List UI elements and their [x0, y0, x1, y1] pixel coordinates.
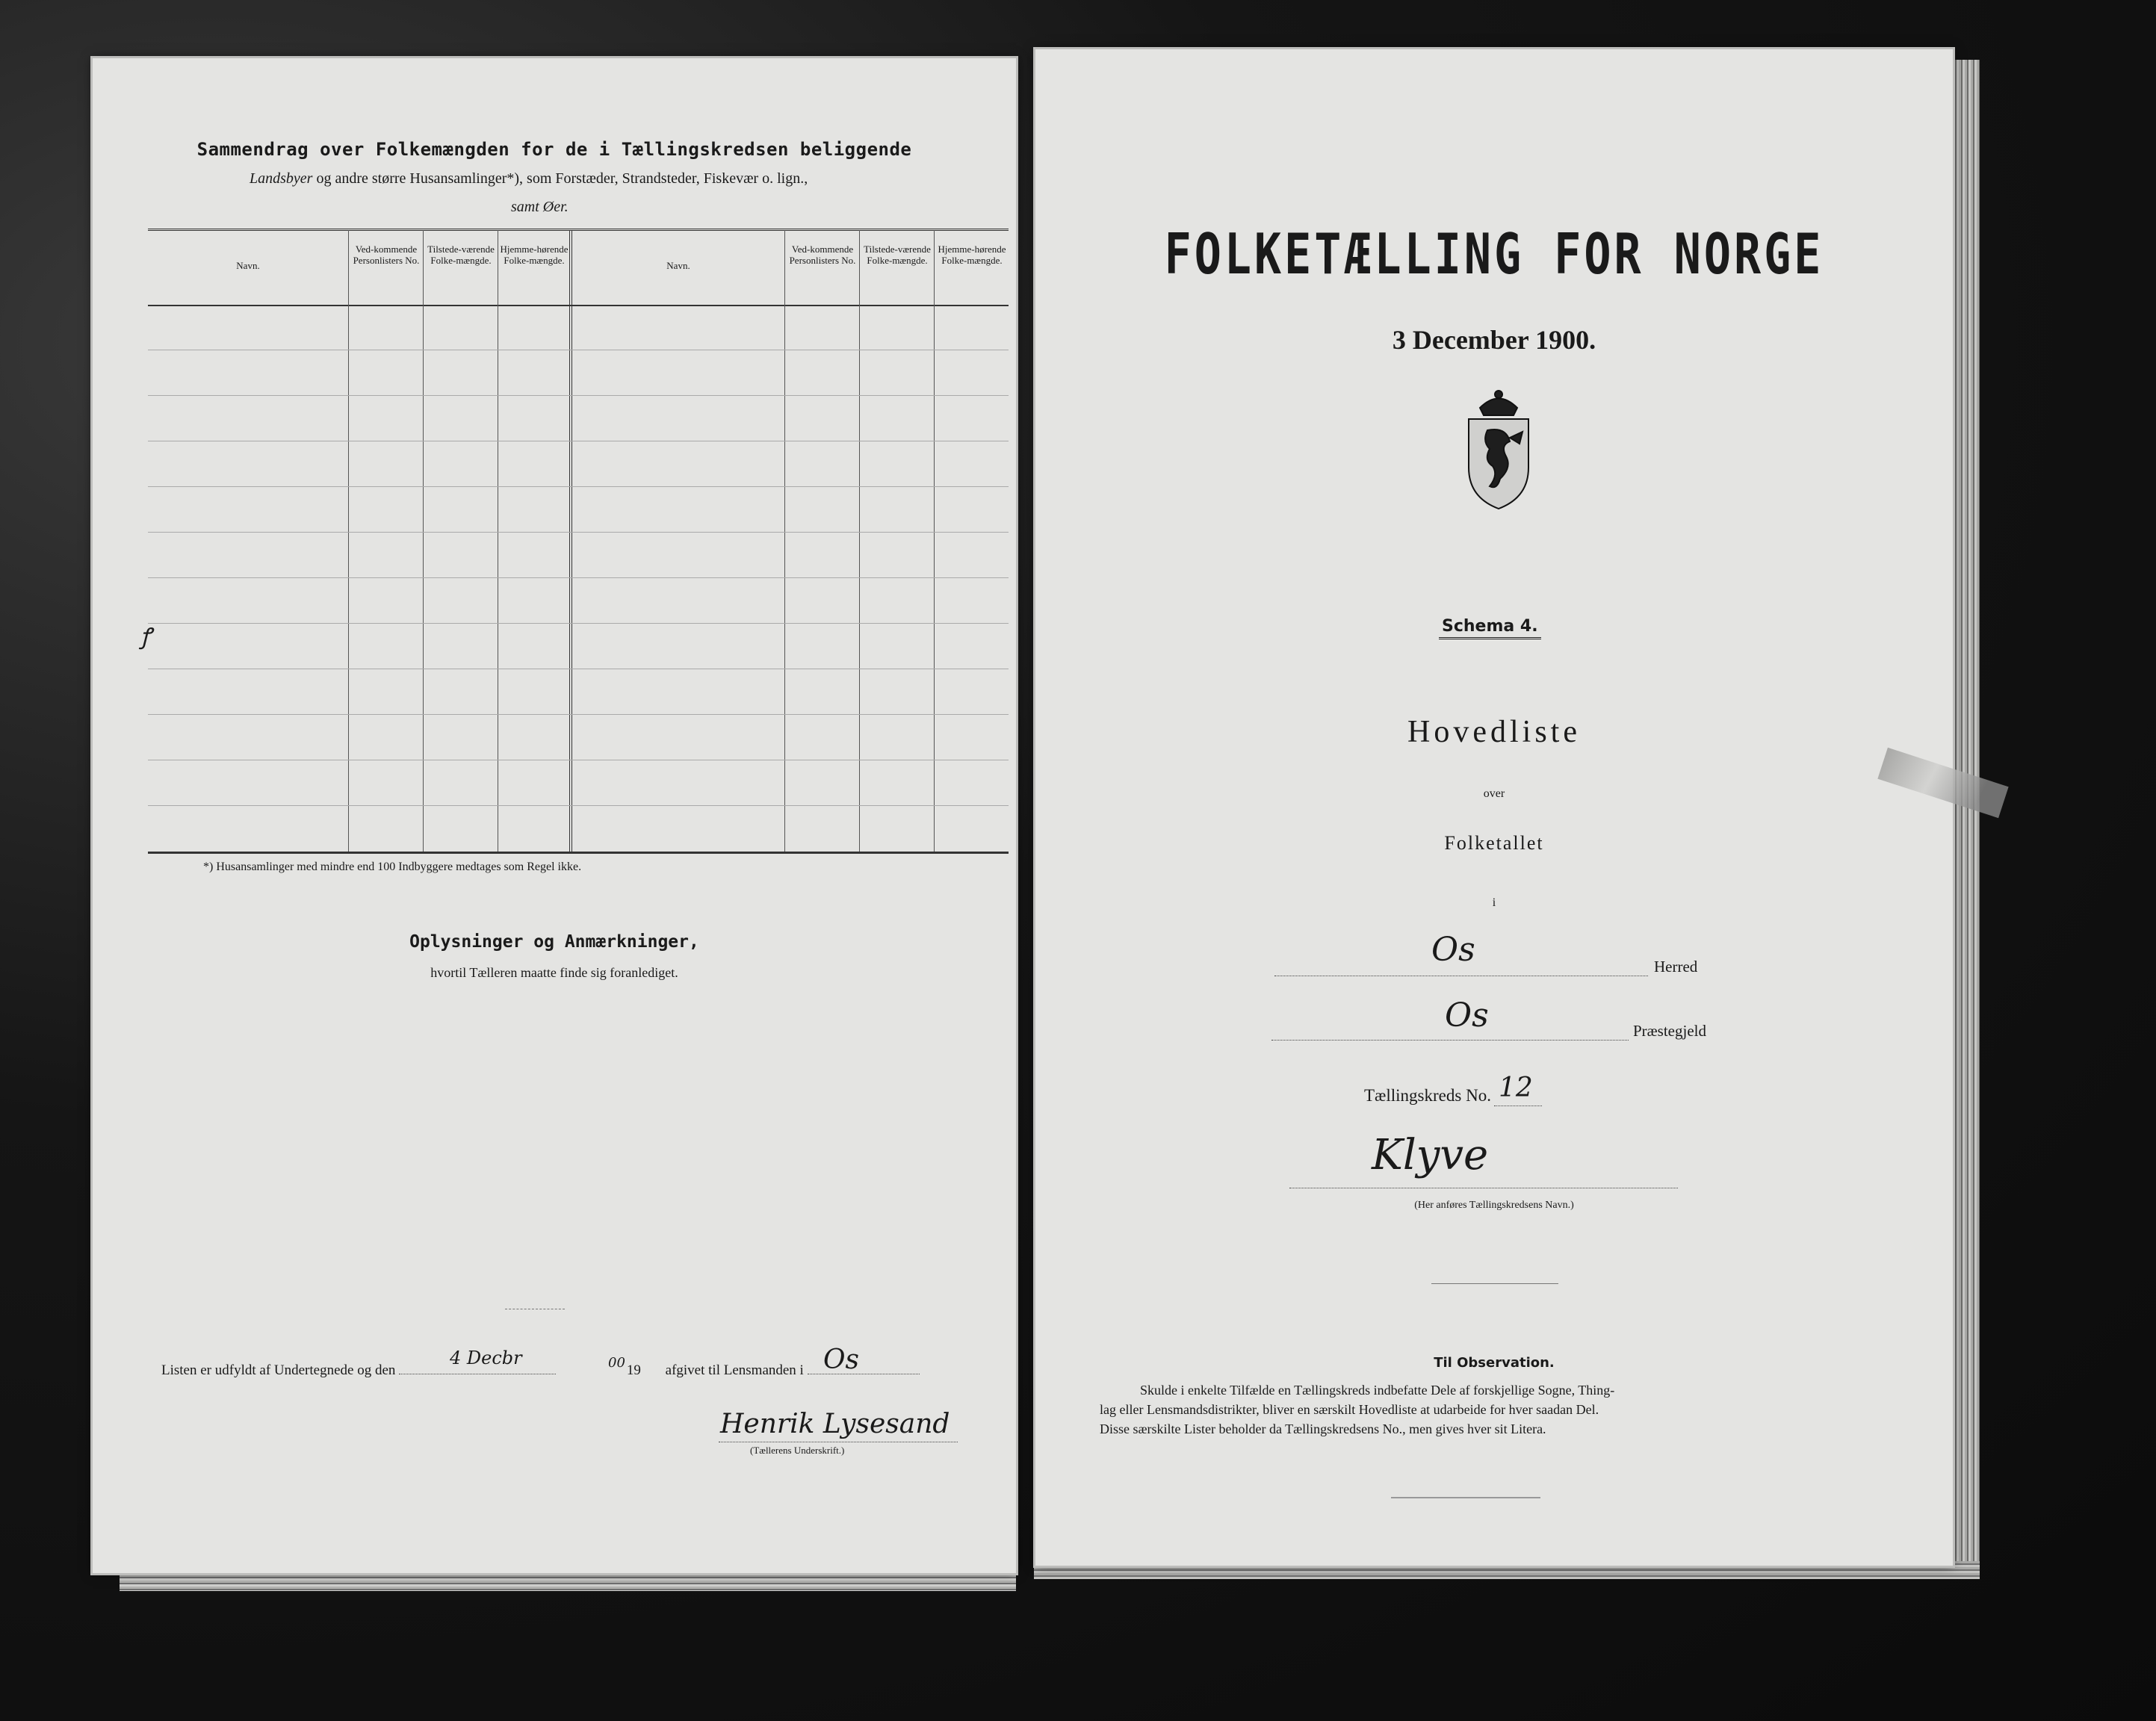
kreds-name: Klyve	[1372, 1131, 1489, 1179]
footnote: *) Husansamlinger med mindre end 100 Indbyggere medtages som Regel ikke.	[203, 860, 582, 873]
column-divider	[784, 230, 785, 852]
census-date: 3 December 1900.	[1392, 325, 1596, 355]
i-text: i	[1492, 896, 1496, 909]
coat-of-arms-icon	[1454, 385, 1543, 512]
kreds-label: Tællingskreds No.	[1364, 1086, 1491, 1105]
prestegjeld-label: Præstegjeld	[1633, 1022, 1706, 1040]
column-header-hjemme: Hjemme-hørende Folke-mængde.	[500, 244, 569, 266]
right-page-edges	[1953, 60, 1980, 1569]
handwritten-place: Os	[823, 1345, 859, 1375]
herred-value: Os	[1431, 931, 1475, 969]
table-top-rule	[148, 229, 1009, 231]
column-divider	[859, 230, 860, 852]
schema-label: Schema 4.	[1439, 617, 1541, 639]
observation-line: lag eller Lensmandsdistrikter, bliver en særskilt Hovedliste at udarbeide for hver saadan Del.	[1100, 1402, 1599, 1417]
summary-subheading	[250, 170, 808, 187]
observation-text	[1100, 1380, 1906, 1439]
census-title: FOLKETÆLLING FOR NORGE	[1164, 222, 1824, 288]
column-divider	[423, 230, 424, 852]
divider	[1391, 1497, 1540, 1498]
right-page	[1035, 49, 1953, 1566]
column-header-tilstede: Tilstede-værende Folke-mængde.	[864, 244, 931, 266]
column-divider	[934, 230, 935, 852]
table-row-line	[148, 532, 1009, 533]
column-header-personlister: Ved-kommende Personlisters No.	[353, 244, 420, 266]
kreds-name-caption: (Her anføres Tællingskredsens Navn.)	[1414, 1200, 1574, 1211]
left-page	[93, 58, 1016, 1573]
divider	[1431, 1283, 1558, 1284]
statement-middle: afgivet til Lensmanden i	[665, 1362, 804, 1378]
column-header-navn: Navn.	[236, 260, 260, 271]
signature-statement	[161, 1362, 920, 1379]
year-prefix: 19	[626, 1362, 641, 1378]
hovedliste-heading: Hovedliste	[1407, 715, 1581, 749]
column-divider	[348, 230, 349, 852]
column-header-hjemme: Hjemme-hørende Folke-mængde.	[938, 244, 1006, 266]
prestegjeld-value: Os	[1445, 996, 1489, 1035]
observation-title: Til Observation.	[1434, 1355, 1555, 1371]
margin-mark: ꝭ	[140, 624, 152, 650]
table-row-line	[148, 577, 1009, 578]
subheading-text: og andre større Husansamlinger*), som Forstæder, Strandsteder, Fiskevær o. lign.,	[316, 170, 808, 187]
table-bottom-rule	[148, 852, 1009, 854]
column-header-tilstede: Tilstede-værende Folke-mængde.	[427, 244, 495, 266]
observation-line: Disse særskilte Lister beholder da Tællingskredsens No., men gives hver sit Litera.	[1100, 1421, 1546, 1436]
column-header-personlister: Ved-kommende Personlisters No.	[789, 244, 856, 266]
handwritten-year: 00	[608, 1355, 625, 1371]
subheading-oer: samt Øer.	[511, 199, 569, 215]
table-header-rule	[148, 305, 1009, 306]
handwritten-date: 4 Decbr	[450, 1348, 522, 1368]
kreds-number: 12	[1499, 1073, 1533, 1103]
remarks-subtitle: hvortil Tælleren maatte finde sig foranlediget.	[430, 965, 678, 980]
statement-prefix: Listen er udfyldt af Undertegnede og den	[161, 1362, 396, 1378]
herred-label: Herred	[1654, 958, 1698, 976]
handwritten-signature: Henrik Lysesand	[720, 1409, 950, 1439]
table-row-line	[148, 714, 1009, 715]
summary-heading: Sammendrag over Folkemængden for de i Tællingskredsen beliggende	[196, 139, 912, 160]
column-header-navn: Navn.	[666, 260, 690, 271]
subheading-landsbyer: Landsbyer	[250, 170, 313, 187]
signature-caption: (Tællerens Underskrift.)	[750, 1445, 845, 1456]
table-row-line	[148, 395, 1009, 396]
table-row-line	[148, 486, 1009, 487]
prestegjeld-field-line	[1271, 1040, 1629, 1041]
table-row-line	[148, 805, 1009, 806]
table-row-line	[148, 623, 1009, 624]
over-text: over	[1483, 787, 1505, 800]
remarks-title: Oplysninger og Anmærkninger,	[409, 932, 699, 952]
observation-line: Skulde i enkelte Tilfælde en Tællingskreds indbefatte Dele af forskjellige Sogne, Thing-	[1140, 1383, 1615, 1398]
summary-table	[148, 229, 1009, 853]
column-divider-middle	[569, 230, 572, 852]
folketallet-heading: Folketallet	[1444, 832, 1544, 854]
